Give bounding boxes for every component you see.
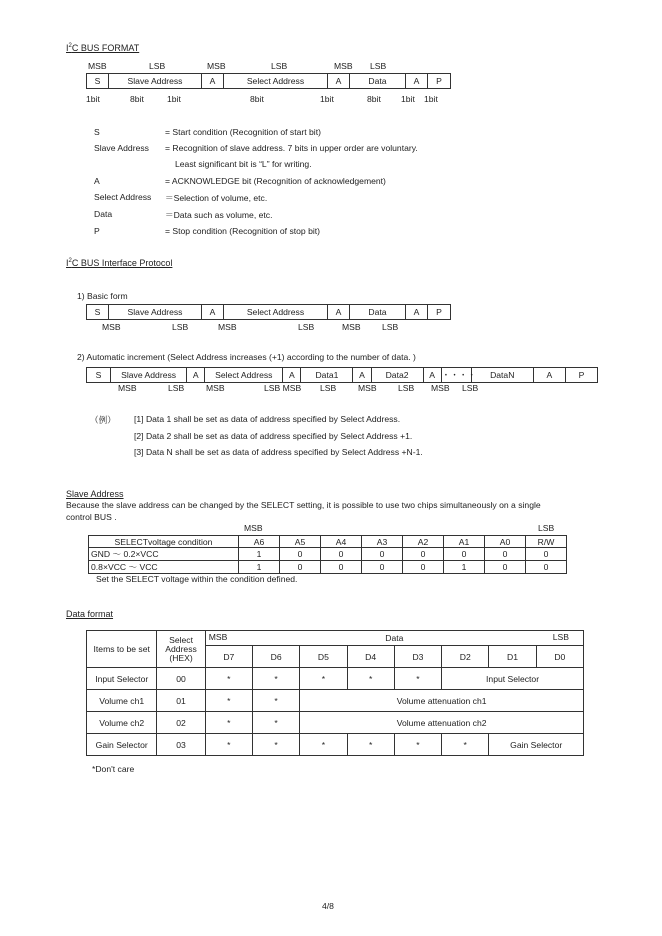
header-cell: A1 [444,536,485,548]
slave-note: Set the SELECT voltage within the condition defined. [96,574,298,584]
header-cell: A6 [239,536,280,548]
bit-cell: 1 [239,561,280,574]
cell-ellipsis: ・・・・ [441,368,471,383]
cell-ack: A [353,368,371,383]
bit-cell: 0 [321,561,362,574]
star-cell: * [252,668,299,690]
def-term: S [94,127,100,137]
header-cell: A5 [280,536,321,548]
cell-data: Data [350,305,406,320]
bit-cell: 0 [362,561,403,574]
bit-cell: 0 [403,561,444,574]
def-desc: ＝Selection of volume, etc. [165,193,268,203]
header-cell: SELECTvoltage condition [89,536,239,548]
basic-label: LSB [172,322,189,332]
cell-stop: P [565,368,597,383]
merged-cell: Gain Selector [489,734,584,756]
auto-label: LSB [168,383,185,393]
addr-cell: 03 [157,734,205,756]
auto-label: LSB [398,383,415,393]
cell-ack: A [328,305,350,320]
auto-increment-table [86,367,598,383]
basic-form-table [86,304,451,320]
star-cell: * [442,734,489,756]
example-line: [1] Data 1 shall be set as data of address specified by Select Address. [134,414,401,424]
cell-data1: Data1 [301,368,353,383]
example-line: [3] Data N shall be set as data of address specified by Select Address +N-1. [134,447,423,457]
item-cell: Volume ch2 [87,712,157,734]
cell-start: S [87,368,111,383]
basic-label: MSB [342,322,361,332]
dont-care-note: *Don't care [92,764,135,774]
table-row [87,712,584,734]
merged-cell: Input Selector [442,668,584,690]
def-desc: = ACKNOWLEDGE bit (Recognition of acknowledgement) [165,176,386,186]
header-cell: A3 [362,536,403,548]
star-cell: * [205,690,252,712]
cell-ack: A [406,74,428,89]
header-cell: A0 [485,536,526,548]
data-format-table [86,630,584,756]
protocol-heading: $I^2C$ BUS Interface Protocol [66,258,173,268]
cell-data: Data [350,74,406,89]
cell-slave-address: Slave Address [111,368,187,383]
def-term: A [94,176,100,186]
cell-ack: A [187,368,205,383]
page-number: 4/8 [322,901,334,911]
cell-stop: P [428,305,451,320]
table-row [87,668,584,690]
def-term: Data [94,209,113,219]
format-label: LSB [271,61,288,71]
cell-data2: Data2 [371,368,423,383]
bit-header: D0 [536,646,583,668]
bit-label: 8bit [367,94,381,104]
cell-ack: A [406,305,428,320]
def-term: Select Address [94,192,152,202]
example-line: [2] Data 2 shall be set as data of address specified by Select Address +1. [134,431,413,441]
star-cell: * [205,668,252,690]
format-label: MSB [88,61,107,71]
item-cell: Gain Selector [87,734,157,756]
def-desc: = Stop condition (Recognition of stop bit) [165,226,321,236]
def-term: Slave Address [94,143,149,153]
def-desc: = Recognition of slave address. 7 bits in upper order are voluntary. [165,143,418,153]
format-label: LSB [149,61,166,71]
items-header: Items to be set [87,631,157,668]
i2c-format-heading: $I^2C$ BUS FORMAT [66,43,140,53]
bit-label: 1bit [86,94,100,104]
cell-ack: A [283,368,301,383]
star-cell: * [300,668,347,690]
format-label: MSB [207,61,226,71]
bit-cell: 0 [280,561,321,574]
example-tag: （例） [90,415,116,425]
bit-cell: 0 [362,548,403,561]
bit-label: 1bit [167,94,181,104]
basic-label: LSB [382,322,399,332]
bit-label: 1bit [401,94,415,104]
star-cell: * [205,712,252,734]
select-address-header: Select Address (HEX) [157,631,205,668]
item-cell: Volume ch1 [87,690,157,712]
cell-ack: A [202,305,224,320]
star-cell: * [252,690,299,712]
bit-cell: 0 [280,548,321,561]
bit-header: D5 [300,646,347,668]
auto-label: LSB MSB [264,383,302,393]
auto-label: LSB [320,383,337,393]
merged-cell: Volume attenuation ch1 [300,690,584,712]
cell-select-address: Select Address [205,368,283,383]
cell-slave-address: Slave Address [109,305,202,320]
star-cell: * [394,668,441,690]
cell-stop: P [428,74,451,89]
star-cell: * [394,734,441,756]
auto-label: MSB [206,383,225,393]
slave-address-table [88,535,567,574]
bit-cell: 1 [239,548,280,561]
cell-ack: A [328,74,350,89]
merged-cell: Volume attenuation ch2 [300,712,584,734]
bus-format-table [86,73,451,89]
cell-ack: A [423,368,441,383]
cell-ack: A [202,74,224,89]
slave-msb: MSB [244,523,263,533]
bit-cell: 0 [321,548,362,561]
def-desc: ＝Data such as volume, etc. [165,210,273,220]
item-cell: Input Selector [87,668,157,690]
star-cell: * [252,734,299,756]
header-cell: A4 [321,536,362,548]
cell-select-address: Select Address [224,74,328,89]
bit-cell: 0 [485,548,526,561]
data-msb: MSB [208,632,228,642]
auto-label: MSB [118,383,137,393]
slave-address-heading: Slave Address [66,489,124,499]
format-label: LSB [370,61,387,71]
bit-header: D6 [252,646,299,668]
def-desc: = Start condition (Recognition of start bit) [165,127,321,137]
table-row [87,690,584,712]
auto-label: MSB [358,383,377,393]
bit-label: 1bit [320,94,334,104]
star-cell: * [347,734,394,756]
bit-header: D1 [489,646,536,668]
data-header [205,631,583,646]
cell-ack: A [533,368,565,383]
cell-datan: DataN [471,368,533,383]
header-cell: A2 [403,536,444,548]
star-cell: * [205,734,252,756]
bit-label: 8bit [250,94,264,104]
bit-cell: 0 [485,561,526,574]
bit-cell: 0 [403,548,444,561]
addr-cell: 00 [157,668,205,690]
data-lsb: LSB [552,632,569,642]
table-row [87,734,584,756]
bit-cell: 0 [526,561,567,574]
cell-select-address: Select Address [224,305,328,320]
bit-label: 8bit [130,94,144,104]
star-cell: * [300,734,347,756]
def-desc: Least significant bit is “L” for writing. [175,159,312,169]
cell-start: S [87,305,109,320]
basic-label: MSB [102,322,121,332]
basic-label: LSB [298,322,315,332]
slave-desc: Because the slave address can be changed by the SELECT setting, it is possible to use two chips simultaneously on a single [66,500,541,510]
bit-header: D4 [347,646,394,668]
bit-header: D7 [205,646,252,668]
condition-cell: GND ～ 0.2×VCC [89,548,239,561]
bit-header: D3 [394,646,441,668]
cell-start: S [87,74,109,89]
bit-cell: 0 [444,548,485,561]
bit-cell: 0 [526,548,567,561]
bit-header: D2 [442,646,489,668]
format-label: MSB [334,61,353,71]
cell-slave-address: Slave Address [109,74,202,89]
bit-cell: 1 [444,561,485,574]
star-cell: * [252,712,299,734]
basic-label: MSB [218,322,237,332]
basic-form-title: 1) Basic form [77,291,128,301]
addr-cell: 01 [157,690,205,712]
slave-desc: control BUS . [66,512,117,522]
auto-label: LSB [462,383,479,393]
header-cell: R/W [526,536,567,548]
auto-increment-title: 2) Automatic increment (Select Address increases (+1) according to the number of data. ) [77,352,416,362]
addr-cell: 02 [157,712,205,734]
bit-label: 1bit [424,94,438,104]
auto-label: MSB [431,383,450,393]
slave-lsb: LSB [538,523,555,533]
data-title: Data [385,633,404,643]
def-term: P [94,226,100,236]
data-format-heading: Data format [66,609,114,619]
condition-cell: 0.8×VCC ～ VCC [89,561,239,574]
star-cell: * [347,668,394,690]
